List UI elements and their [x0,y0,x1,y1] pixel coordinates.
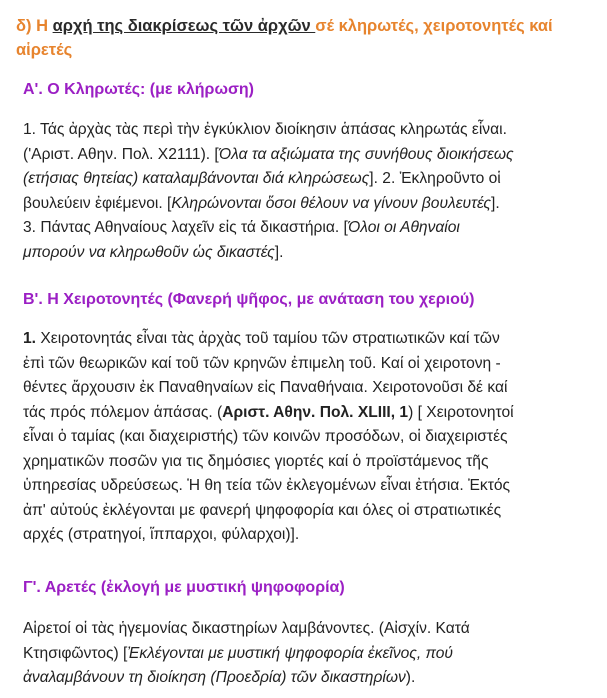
section-a-body [23,118,593,265]
text-run: 3. Πάντας Αθηναίους λαχεῖν εἰς τά δικαστήρια. [ [23,219,348,236]
text-run: χρηματικῶν ποσῶν για τις δημόσιες γιορτές καί ὁ προϊστάμενος τῆς [23,452,489,470]
text-run: ἀπ' αὐτούς ἐκλέγονται με φανερή ψηφοφορία και όλες οἱ στρατιωτικές [23,501,502,519]
italic-run: Ἐκλέγονται με μυστική ψηφοφορία ἐκεῖνος, πού [127,644,454,662]
title-rest-line1: σέ κληρωτές, χειροτονητές καί [315,17,553,35]
text-run: ('Αριστ. Αθην. Πολ. X2111). [ [23,145,219,163]
text-run: αρχές (στρατηγοί, ἵππαρχοι, φύλαρχοι)]. [23,526,300,543]
section-a-line [23,167,593,192]
italic-run: Όλα τα αξιώματα της συνήθους διοικήσεως [218,145,514,163]
text-run: θέντες ἄρχουσιν ἐκ Παναθηναίων εἰς Παναθήναια. Χειροτονοῦσι δέ καί [23,379,508,396]
title-lead: δ) Η [16,17,53,35]
italic-run: (ετήσιας θητείας) καταλαμβάνονται διά κληρώσεως [23,170,370,187]
italic-run: μπορούν να κληρωθοῦν ὡς δικαστές [23,243,275,261]
text-run: ἐπὶ τῶν θεωρικῶν καί τοῦ τῶν κρηνῶν ἐπιμελη τοῦ. Καί οἱ χειροτονη - [23,354,501,372]
text-run: τάς πρός πόλεμον ἁπάσας. ( [23,403,223,421]
section-b-line [23,450,593,475]
section-b-body [23,327,593,548]
italic-run: ἀναλαμβάνουν τη διοίκηση (Προεδρία) τῶν δικαστηρίων [23,669,406,686]
section-a-line [23,118,593,143]
text-run: ). [405,669,416,686]
section-b-line [23,523,593,548]
section-b-line [23,327,593,352]
section-b-heading: Β'. Η Χειροτονητές (Φανερή ψῆφος, με ανάταση του χεριού) [23,291,475,308]
section-b-line [23,376,593,401]
italic-run: Κληρώνονται ὅσοι θέλουν να γίνουν βουλευτές [171,194,491,212]
section-c-line [23,642,593,667]
section-b-line [23,352,593,377]
text-run: Κτησιφῶντος) [ [23,644,128,662]
section-a-line [23,192,593,217]
text-run: Αἱρετοί οἱ τὰς ἡγεμονίας δικαστηρίων λαμβάνοντες. (Αἰσχίν. Κατά [23,620,470,637]
text-run: 1. Τάς ἀρχὰς τὰς περὶ τὴν ἐγκύκλιον διοίκησιν ἁπάσας κληρωτάς εἶναι. [23,121,507,138]
page-title [16,14,596,62]
section-c-line [23,666,593,691]
section-c-heading: Γ'. Αρετές (ἐκλογή με μυστική ψηφοφορία) [23,579,345,596]
title-rest-line2: αἱρετές [16,41,73,59]
title-underlined: αρχή της διακρίσεως τῶν ἀρχῶν [52,17,316,35]
section-c-body [23,617,593,691]
bold-run: Αριστ. Αθην. Πολ. XLIII, 1 [222,403,409,421]
section-b-line [23,474,593,499]
text-run: ὑπηρεσίας υδρεύσεως. Ἡ θη τεία τῶν ἐκλεγομένων εἶναι ἐτήσια. Ἐκτός [23,477,511,494]
text-run: ]. 2. Ἐκληροῦντο οἱ [369,170,501,187]
section-a-line [23,143,593,168]
text-run: Χειροτονητάς εἶναι τὰς ἀρχὰς τοῦ ταμίου τῶν στρατιωτικῶν καί τῶν [36,330,500,347]
section-a-line [23,216,593,241]
text-run: βουλεύειν ἐφιέμενοι. [ [23,194,172,212]
text-run: ) [ Χειροτονητοί [408,403,514,421]
text-run: εἶναι ὁ ταμίας (και διαχειριστής) τῶν κοινῶν προσόδων, οἱ διαχειριστές [23,428,508,445]
text-run: ]. [274,243,284,261]
section-b-line [23,425,593,450]
section-c-line [23,617,593,642]
section-a-line [23,241,593,266]
section-a-heading: Α'. Ο Κληρωτές: (με κλήρωση) [23,81,254,98]
italic-run: Όλοι οι Αθηναίοι [347,219,460,236]
bold-run: 1. [23,330,37,347]
section-b-line [23,401,593,426]
text-run: ]. [490,194,500,212]
section-b-line [23,499,593,524]
